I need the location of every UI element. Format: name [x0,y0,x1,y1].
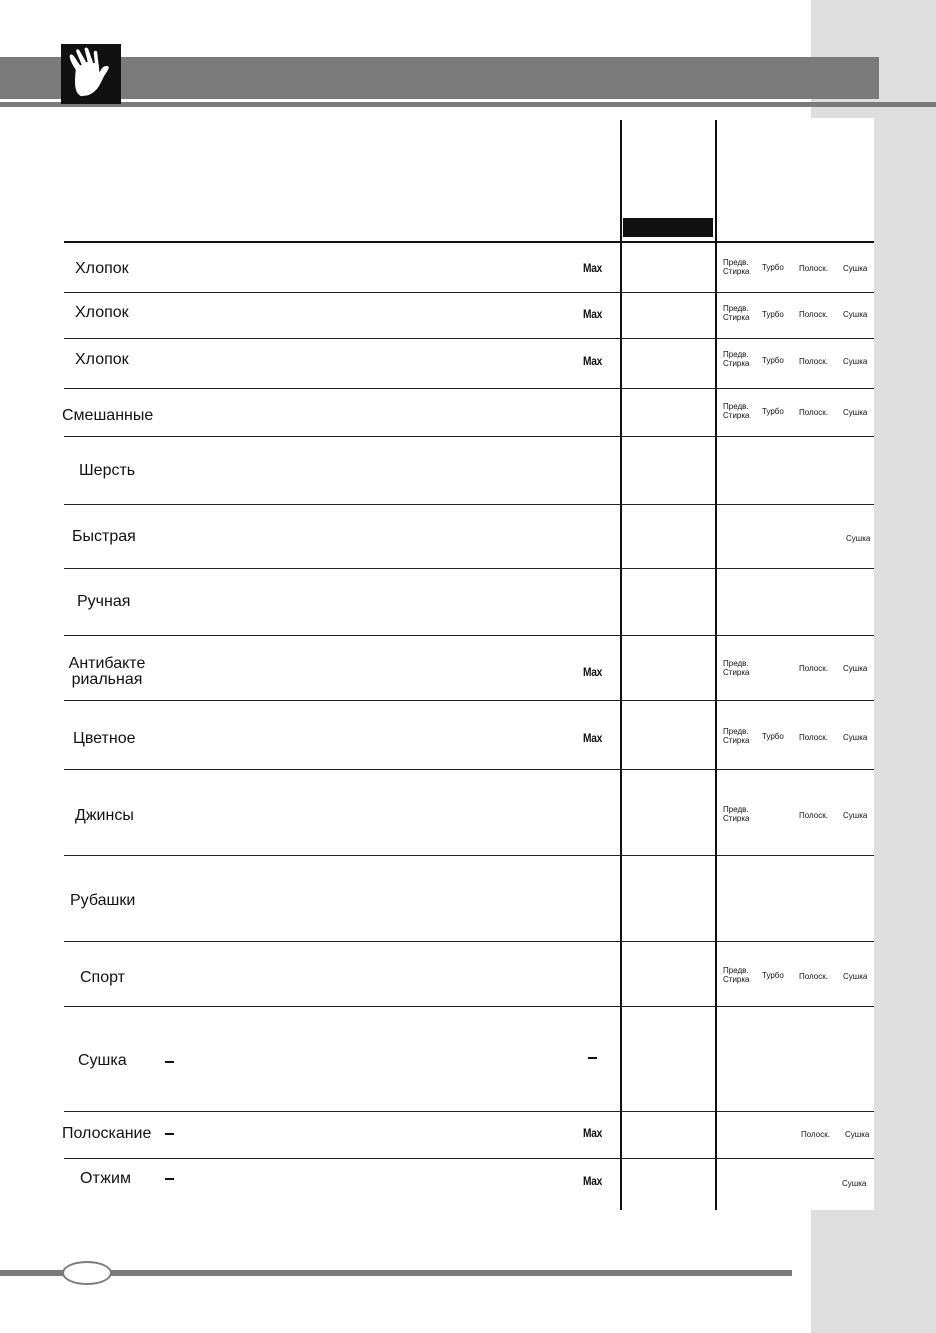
page-number-oval [62,1261,112,1285]
option-prewash: Предв. Стирка [723,258,750,276]
option-prewash: Предв. Стирка [723,304,750,322]
program-name: Цветное [73,730,136,747]
option-rinse: Полоск. [799,408,828,417]
option-prewash: Предв. Стирка [723,727,750,745]
option-dry: Сушка [843,811,868,820]
table-row [64,293,874,339]
table-row [64,1112,874,1159]
max-label: Max [583,354,603,368]
option-turbo: Турбо [762,356,784,365]
max-label: Max [583,307,603,321]
program-name: Хлопок [75,260,129,277]
option-rinse: Полоск. [801,1130,830,1139]
option-rinse: Полоск. [799,310,828,319]
option-rinse: Полоск. [799,264,828,273]
option-rinse: Полоск. [799,972,828,981]
option-dry: Сушка [843,408,868,417]
option-dry: Сушка [845,1130,870,1139]
option-rinse: Полоск. [799,357,828,366]
table-row [64,636,874,701]
option-prewash: Предв. Стирка [723,350,750,368]
program-name: Полоскание [62,1125,152,1142]
option-dry: Сушка [846,534,871,543]
table-row [64,505,874,569]
option-prewash: Предв. Стирка [723,402,750,420]
table-row [64,1007,874,1112]
program-name: Хлопок [75,351,129,368]
program-name: Рубашки [70,892,136,909]
dash-mark [588,1057,597,1059]
footer-bar [0,1270,792,1276]
option-turbo: Турбо [762,732,784,741]
option-turbo: Турбо [762,971,784,980]
option-rinse: Полоск. [799,733,828,742]
table-row [64,1159,874,1209]
option-rinse: Полоск. [799,811,828,820]
column-header-block [623,218,713,237]
table-row [64,569,874,636]
program-name: Смешанные [62,407,154,424]
option-prewash: Предв. Стирка [723,805,750,823]
table-row [64,770,874,856]
option-dry: Сушка [843,733,868,742]
option-turbo: Турбо [762,263,784,272]
header-rule [0,102,936,107]
option-dry: Сушка [843,664,868,673]
program-name: Хлопок [75,304,129,321]
dash-mark [165,1178,174,1180]
program-name: Отжим [80,1170,131,1187]
table-row [64,701,874,770]
option-dry: Сушка [843,264,868,273]
option-dry: Сушка [843,357,868,366]
option-dry: Сушка [843,972,868,981]
program-name: Сушка [78,1052,127,1069]
max-label: Max [583,261,603,275]
program-name: Спорт [80,969,125,986]
max-label: Max [583,1126,603,1140]
option-dry: Сушка [843,310,868,319]
table-row [64,437,874,505]
max-label: Max [583,731,603,745]
option-turbo: Турбо [762,310,784,319]
option-prewash: Предв. Стирка [723,966,750,984]
program-name: Антибакте риальная [68,655,146,688]
program-name: Джинсы [75,807,134,824]
dash-mark [165,1133,174,1135]
table-row [64,856,874,942]
table-row [64,339,874,389]
table-row [64,389,874,437]
table-row [64,243,874,293]
max-label: Max [583,665,603,679]
program-name: Быстрая [72,528,136,545]
option-turbo: Турбо [762,407,784,416]
table-row [64,942,874,1007]
option-rinse: Полоск. [799,664,828,673]
header-bar [0,57,879,99]
dash-mark [165,1061,174,1063]
program-name: Ручная [77,593,131,610]
program-name: Шерсть [79,462,136,479]
hand-icon [61,44,121,104]
max-label: Max [583,1174,603,1188]
option-prewash: Предв. Стирка [723,659,750,677]
option-dry: Сушка [842,1179,867,1188]
